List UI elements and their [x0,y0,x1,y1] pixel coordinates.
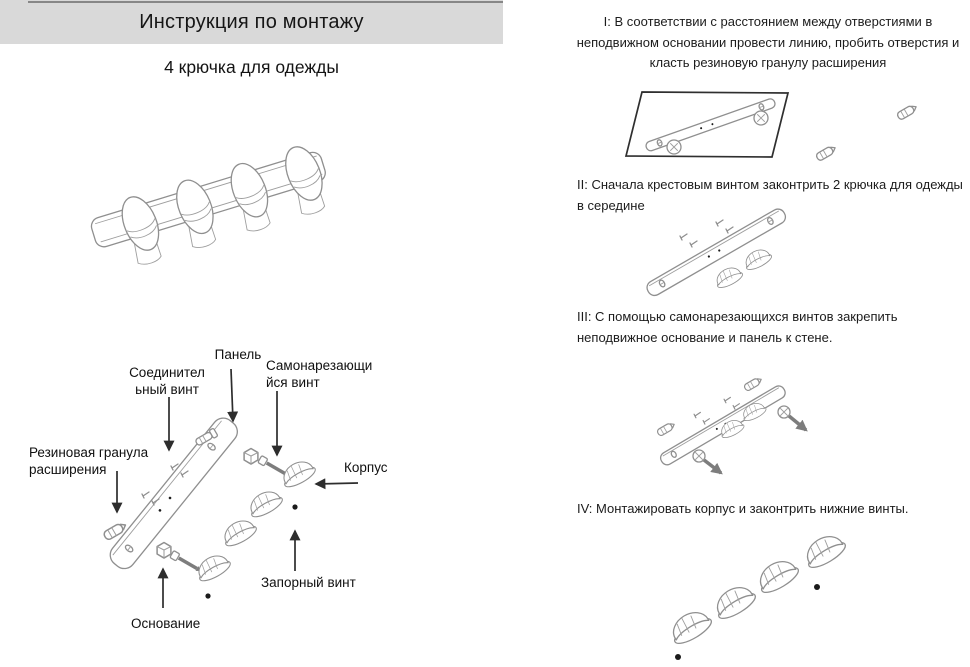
label-self-tapping-screw: Самонарезающи йся винт [266,358,373,390]
hook-body-part [709,578,760,625]
exploded-diagram [25,345,445,645]
step-2-illustration [645,208,900,308]
hook-body-part [217,512,260,552]
rubber-plug-part [896,103,918,120]
assembled-rack-illustration [88,133,353,273]
hook-body-part [243,483,286,523]
rubber-plug-part [743,376,763,391]
label-connecting-screw: Соединител ьный винт [129,365,205,397]
hook-body-part [799,527,850,574]
hook-body-part [740,242,776,275]
locking-screw-part [292,504,297,509]
exploded-rail [106,414,242,573]
label-base: Основание [131,616,201,631]
self-tapping-screw-part [170,551,203,575]
label-rubber-plug: Резиновая гранула расширения [29,445,149,477]
phillips-screw [778,406,806,430]
small-screws [680,234,697,247]
locking-screw-part [814,584,820,590]
step-1-text: I: В соответствии с расстоянием между отверстиями в неподвижном основании провести линию, пробить отверстия и класть резиновую гранулу расширения [576,14,960,70]
step-4-text: IV: Монтажировать корпус и законтрить нижние винты. [577,501,909,516]
cross-screw [754,111,768,125]
phillips-screw [693,450,721,473]
label-locking-screw: Запорный винт [261,575,356,590]
rubber-plug-part [815,144,837,161]
small-screws [716,220,733,233]
label-panel: Панель [214,347,262,362]
small-screws [724,397,739,409]
base-part [244,449,258,465]
header-bar [0,0,503,44]
base-part [157,543,171,559]
page-title: Инструкция по монтажу [139,10,364,33]
scan-edge-line [28,1,503,3]
locking-screw-part [205,593,210,598]
step-1-illustration [605,85,940,170]
small-screws [694,412,709,424]
product-subtitle: 4 крючка для одежды [164,57,339,77]
label-body: Корпус [344,460,388,475]
callout-arrows [117,369,358,608]
step-3-text: III: С помощью самонарезающихся винтов закрепить неподвижное основание и панель к стене. [577,309,898,345]
step-4-illustration [663,528,878,666]
step1-rail [645,98,776,152]
hook-body-part [711,260,747,293]
step-2-text: II: Сначала крестовым винтом законтрить 2 крючка для одежды в середине [577,177,963,213]
locking-screw-part [675,654,681,660]
rubber-plug-part [656,421,676,436]
cross-screw [667,140,681,154]
hook-body-part [752,552,803,599]
hook-body-part [665,603,716,650]
step-3-illustration [650,372,925,492]
step3-rail [658,384,787,467]
